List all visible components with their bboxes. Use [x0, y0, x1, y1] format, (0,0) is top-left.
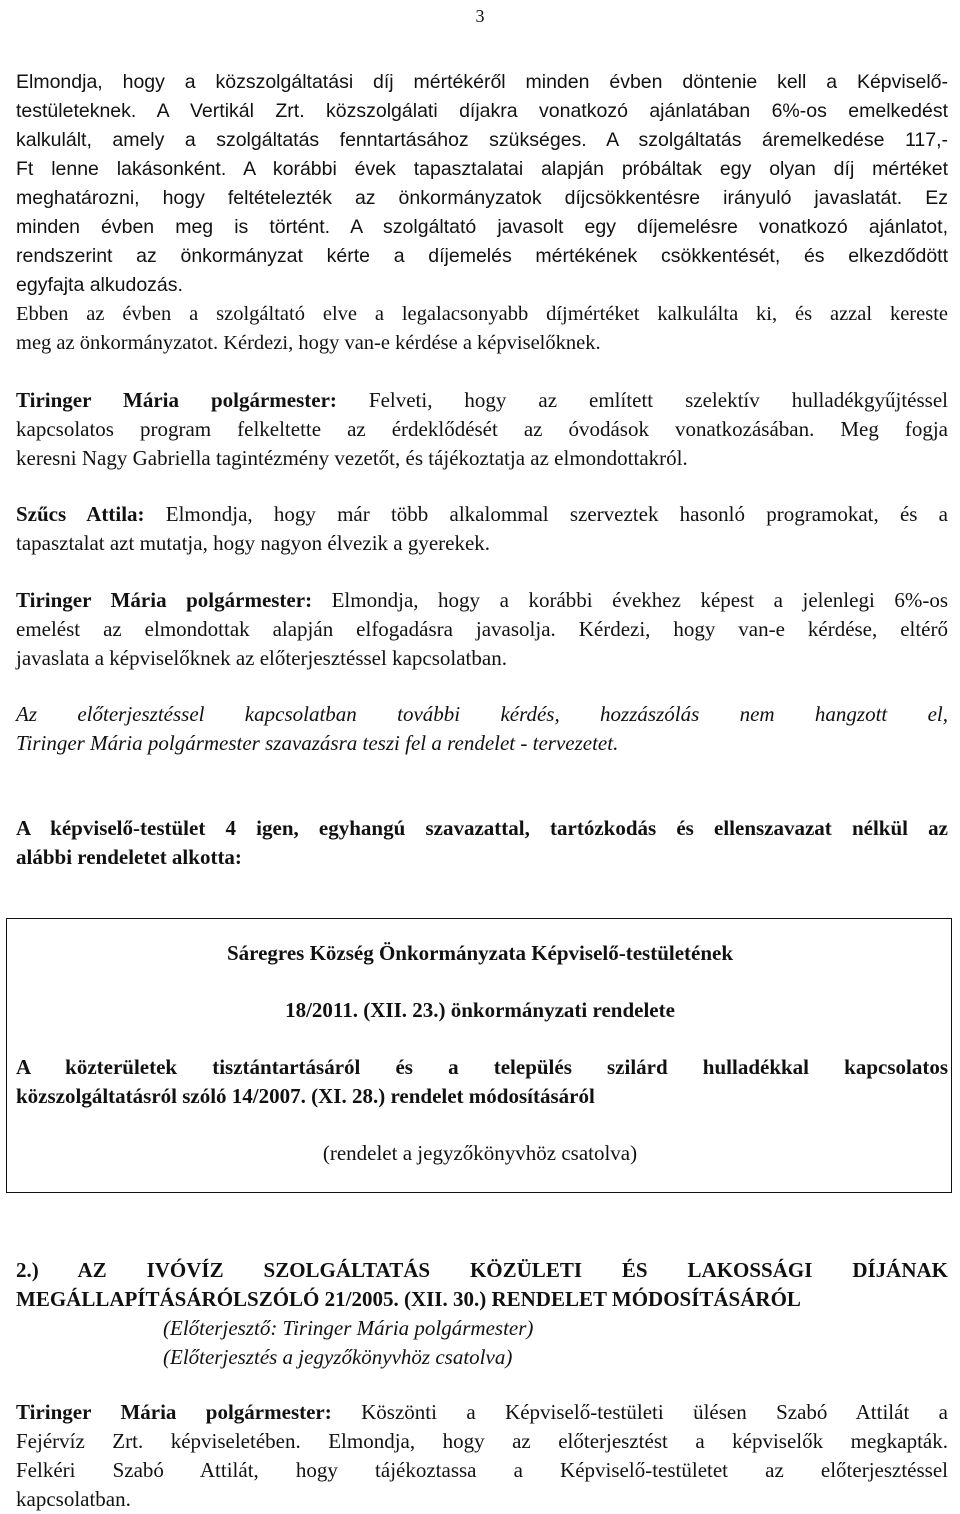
- text-line: közszolgáltatásról szóló 14/2007. (XI. 28.) rendelet módosításáról: [16, 1084, 595, 1108]
- page-number: 3: [475, 6, 485, 26]
- paragraph-mayor-3: [16, 1398, 948, 1514]
- presenter-note: (Előterjesztő: Tiringer Mária polgármester): [163, 1316, 534, 1340]
- speaker-name: Szűcs Attila:: [16, 502, 145, 526]
- text-line: javaslata a képviselőknek az előterjesztéssel kapcsolatban.: [16, 646, 507, 670]
- text-line: emelést az elmondottak alapján elfogadásra javasolja. Kérdezi, hogy van-e kérdése, eltérő: [16, 617, 948, 641]
- text-line: rendszerint az önkormányzat kérte a díjemelés mértékének csökkentését, és elkezdődött: [16, 245, 948, 267]
- text-line: Elmondja, hogy a közszolgáltatási díj mértékéről minden évben döntenie kell a Képviselő-: [16, 71, 948, 93]
- text-line: meghatározni, hogy feltételezték az önkormányzatok díjcsökkentésre irányuló javaslatát. Ez: [16, 187, 948, 209]
- paragraph-szucs: [16, 500, 948, 558]
- text-line: A közterületek tisztántartásáról és a település szilárd hulladékkal kapcsolatos: [16, 1055, 948, 1079]
- section-heading: [16, 1256, 948, 1314]
- text-line: kapcsolatban.: [16, 1487, 131, 1511]
- text-line: kalkulált, amely a szolgáltatás fenntartásához szükséges. A szolgáltatás áremelkedése 117,-: [16, 129, 948, 151]
- regulation-subject: [16, 1053, 948, 1111]
- text-line: Tiringer Mária polgármester szavazásra teszi fel a rendelet - tervezetet.: [16, 731, 619, 755]
- text-line: kapcsolatos program felkeltette az érdeklődését az óvodások vonatkozásában. Meg fogja: [16, 417, 948, 441]
- text-line: Szűcs Attila: Elmondja, hogy már több alkalommal szerveztek hasonló programokat, és a: [16, 502, 949, 526]
- speaker-name: Tiringer Mária polgármester:: [16, 388, 337, 412]
- regulation-title: Sáregres Község Önkormányzata Képviselő-testületének: [226, 941, 734, 965]
- regulation-number: 18/2011. (XII. 23.) önkormányzati rendelete: [285, 998, 675, 1022]
- attachment-note: (Előterjesztés a jegyzőkönyvhöz csatolva): [163, 1345, 513, 1369]
- text-line: 2.) AZ IVÓVÍZ SZOLGÁLTATÁS KÖZÜLETI ÉS LAKOSSÁGI DÍJÁNAK: [16, 1258, 948, 1282]
- paragraph-no-comments: [16, 700, 948, 758]
- paragraph-intro: [16, 68, 948, 300]
- text-line: egyfajta alkudozás.: [16, 274, 183, 296]
- text-line: Felkéri Szabó Attilát, hogy tájékoztassa a Képviselő-testületet az előterjesztéssel: [16, 1458, 948, 1482]
- text-line: meg az önkormányzatot. Kérdezi, hogy van-e kérdése a képviselőknek.: [16, 332, 601, 354]
- text-line: MEGÁLLAPÍTÁSÁRÓLSZÓLÓ 21/2005. (XII. 30.) RENDELET MÓDOSÍTÁSÁRÓL: [16, 1287, 801, 1311]
- paragraph-mayor-1: [16, 386, 948, 473]
- text-line: A képviselő-testület 4 igen, egyhangú szavazattal, tartózkodás és ellenszavazat nélkül az: [16, 816, 948, 840]
- text-line: Az előterjesztéssel kapcsolatban további kérdés, hozzászólás nem hangzott el,: [16, 702, 948, 726]
- text-line: Tiringer Mária polgármester: Elmondja, hogy a korábbi évekhez képest a jelenlegi 6%-os: [16, 588, 948, 612]
- text-line: Ebben az évben a szolgáltató elve a legalacsonyabb díjmértéket kalkulálta ki, és azzal kereste: [16, 303, 948, 325]
- text-line: minden évben meg is történt. A szolgáltató javasolt egy díjemelésre vonatkozó ajánlatot,: [16, 216, 948, 238]
- paragraph-mayor-2: [16, 586, 948, 673]
- text-line: Fejérvíz Zrt. képviseletében. Elmondja, hogy az előterjesztést a képviselők megkapták.: [16, 1429, 948, 1453]
- text-line: tapasztalat azt mutatja, hogy nagyon élvezik a gyerekek.: [16, 531, 491, 555]
- text-line: Tiringer Mária polgármester: Köszönti a Képviselő-testületi ülésen Szabó Attilát a: [16, 1400, 948, 1424]
- paragraph-intro-continued: [16, 300, 948, 358]
- speaker-name: Tiringer Mária polgármester:: [16, 1400, 332, 1424]
- text-line: alábbi rendeletet alkotta:: [16, 845, 242, 869]
- text-line: Tiringer Mária polgármester: Felveti, hogy az említett szelektív hulladékgyűjtéssel: [16, 388, 949, 412]
- text-line: keresni Nagy Gabriella tagintézmény vezetőt, és tájékoztatja az elmondottakról.: [16, 446, 688, 470]
- resolution-statement: [16, 814, 948, 872]
- text-line: Ft lenne lakásonként. A korábbi évek tapasztalatai alapján próbáltak egy olyan díj mértéket: [16, 158, 948, 180]
- speaker-name: Tiringer Mária polgármester:: [16, 588, 313, 612]
- regulation-attachment-note: (rendelet a jegyzőkönyvhöz csatolva): [322, 1141, 638, 1165]
- text-line: testületeknek. A Vertikál Zrt. közszolgálati díjakra vonatkozó ajánlatában 6%-os emelkedést: [16, 100, 948, 122]
